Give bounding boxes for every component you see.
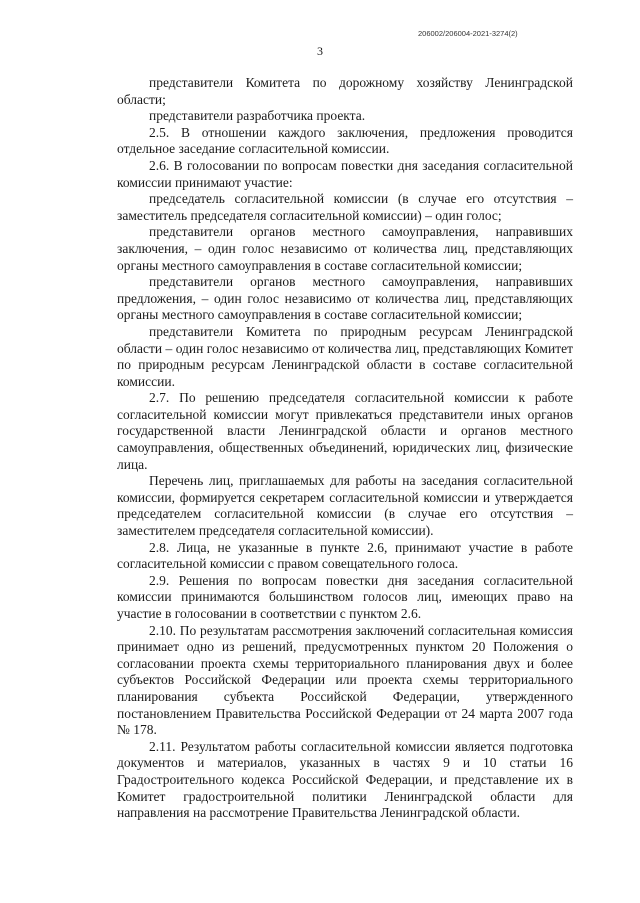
paragraph: 2.8. Лица, не указанные в пункте 2.6, принимают участие в работе согласительной комиссии с правом совещательного голоса. <box>117 539 573 572</box>
paragraph: 2.9. Решения по вопросам повестки дня заседания согласительной комиссии принимаются большинством голосов лиц, имеющих право на участие в голосовании в соответствии с пунктом 2.6. <box>117 572 573 621</box>
paragraph: председатель согласительной комиссии (в случае его отсутствия – заместитель председателя согласительной комиссии) – один голос; <box>117 191 573 223</box>
paragraph: представители Комитета по природным ресурсам Ленинградской области – один голос независимо от количества лиц, представляющих Комитет по природным ресурсам Ленинградской области в составе согласительной комиссии. <box>117 323 573 389</box>
paragraph: 2.10. По результатам рассмотрения заключений согласительная комиссия принимает одно из решений, предусмотренных пунктом 20 Положения о согласовании проекта схемы территориального планирования двух и более субъектов Российской Федерации или проекта схемы территориального планирования субъекта Российской Федерации, утвержденного постановлением Правительства Российской Федерации от 24 марта 2007 года № 178. <box>117 622 573 738</box>
document-id: 206002/206004-2021-3274(2) <box>418 29 518 38</box>
paragraph: представители органов местного самоуправления, направивших предложения, – один голос независимо от количества лиц, представляющих органы местного самоуправления в составе согласительной комиссии; <box>117 274 573 323</box>
paragraph: 2.7. По решению председателя согласительной комиссии к работе согласительной комиссии могут привлекаться представители иных органов государственной власти Ленинградской области и органов местного самоуправления, общественных объединений, юридических лиц, физические лица. <box>117 390 573 472</box>
paragraph: представители Комитета по дорожному хозяйству Ленинградской области; <box>117 75 573 107</box>
paragraph: 2.5. В отношении каждого заключения, предложения проводится отдельное заседание согласительной комиссии. <box>117 124 573 157</box>
paragraph: 2.6. В голосовании по вопросам повестки дня заседания согласительной комиссии принимают участие: <box>117 157 573 190</box>
paragraph: 2.11. Результатом работы согласительной комиссии является подготовка документов и материалов, указанных в частях 9 и 10 статьи 16 Градостроительного кодекса Российской Федерации, и представление их в Комитет градостроительной политики Ленинградской области для направления на рассмотрение Правительства Ленинградской области. <box>117 738 573 821</box>
document-body <box>117 75 573 822</box>
paragraph: Перечень лиц, приглашаемых для работы на заседания согласительной комиссии, формируется секретарем согласительной комиссии и утверждается председателем согласительной комиссии (в случае его отсутствия – заместителем председателя согласительной комиссии). <box>117 473 573 539</box>
paragraph: представители органов местного самоуправления, направивших заключения, – один голос независимо от количества лиц, представляющих органы местного самоуправления в составе согласительной комиссии; <box>117 224 573 273</box>
page-number: 3 <box>317 44 323 58</box>
paragraph: представители разработчика проекта. <box>149 108 366 124</box>
